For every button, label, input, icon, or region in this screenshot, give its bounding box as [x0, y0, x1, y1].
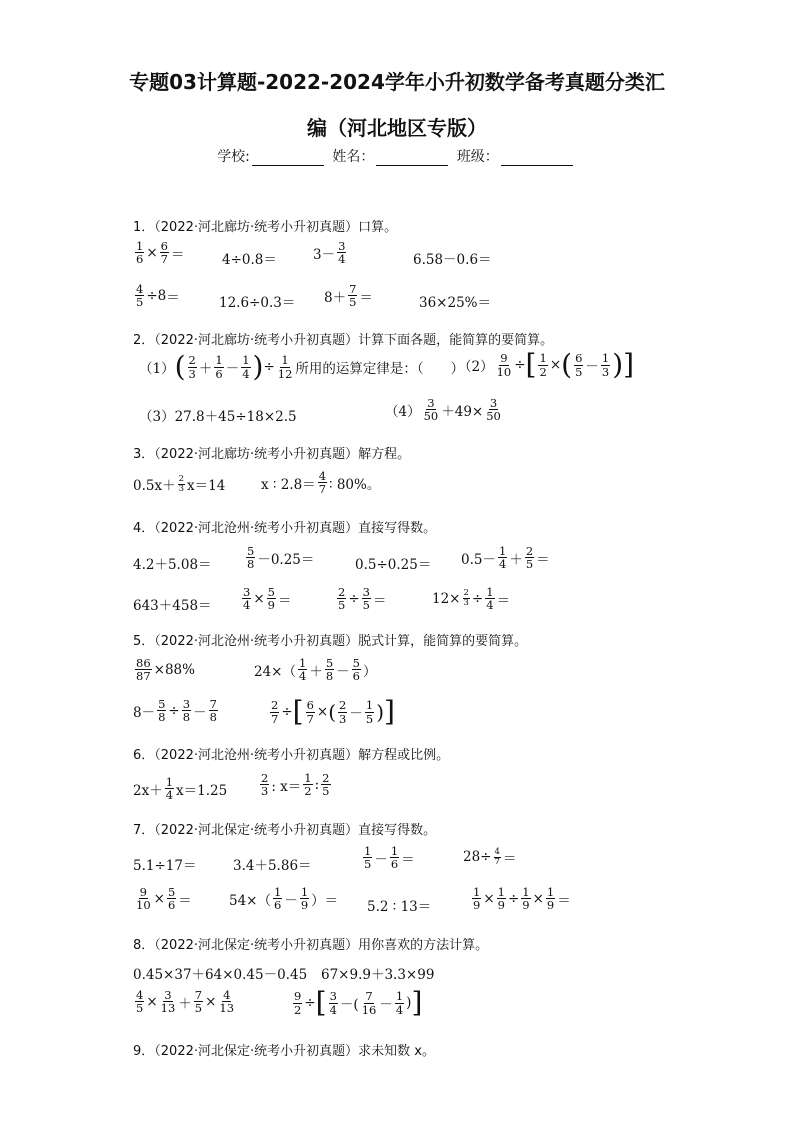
q1-item: 6.58－0.6＝: [413, 252, 492, 268]
q2-item-2: （2） $\frac{9}{10}$ ÷ [ $\frac{1}{2}$ × ( 6 5 － 1 3 ) ]: [458, 348, 635, 381]
q1-item: $\frac{1}{6}$ × $\frac{6}{7}$ ＝: [136, 239, 185, 267]
q7-item: 3.4＋5.86＝: [233, 858, 312, 874]
page-title: 专题03计算题-2022-2024学年小升初数学备考真题分类汇: [129, 70, 665, 94]
q2-item-3: （3）27.8＋45÷18×2.5: [139, 409, 297, 425]
class-label: 班级：: [456, 149, 499, 165]
q7-item: 1 5 － 1 6 ＝: [364, 844, 415, 872]
question-3-heading: 3．（2022·河北廊坊·统考小升初真题）解方程。: [133, 447, 411, 462]
q2-item-4: （4） 3 50 ＋49× $\frac{3}{50}$: [385, 396, 501, 424]
q5-item: $\frac{86}{87}$ ×88%: [136, 656, 195, 684]
question-5-heading: 5．（2022·河北沧州·统考小升初真题）脱式计算，能简算的要简算。: [133, 634, 528, 649]
question-7-heading: 7．（2022·河北保定·统考小升初真题）直接写得数。: [133, 823, 437, 838]
q4-item: 4.2＋5.08＝: [133, 557, 212, 573]
q7-item: 5.2 ∶ 13＝: [367, 899, 432, 915]
q6-item: 2x＋ 1 4 x＝1.25: [133, 775, 228, 803]
q7-item: 54×（ 1 6 － 1 9 ）＝: [229, 885, 339, 913]
q2-item-1: （1） ( 2 3 ＋ 1 6 － 1 4 ) ÷ $\frac{1}{12}$ 所用的运算定律是：（ ）: [139, 350, 465, 383]
question-6-heading: 6．（2022·河北沧州·统考小升初真题）解方程或比例。: [133, 748, 450, 763]
q7-item: 28÷ $\frac{4}{7}$ ＝: [463, 846, 517, 867]
q1-item: 3－ 3 4: [313, 239, 346, 267]
page-title-line2: 编（河北地区专版）: [307, 116, 487, 140]
fraction: $\frac{1}{6}$: [136, 239, 144, 267]
q4-item: 0.5－ 1 4 ＋ 2 5 ＝: [461, 544, 550, 572]
question-2-heading: 2．（2022·河北廊坊·统考小升初真题）计算下面各题，能简算的要简算。: [133, 333, 554, 348]
q6-item: 2 3 : x＝ 1 2 : 2 5: [261, 771, 330, 799]
name-label: 姓名：: [332, 149, 375, 165]
q4-item: $\frac{2}{5}$ ÷ $\frac{3}{5}$ ＝: [338, 585, 387, 613]
question-1-heading: 1．（2022·河北廊坊·统考小升初真题）口算。: [133, 220, 398, 235]
q4-item: 5 8 －0.25＝: [247, 544, 315, 572]
question-8-heading: 8．（2022·河北保定·统考小升初真题）用你喜欢的方法计算。: [133, 938, 489, 953]
q8-item: $\frac{9}{2}$ ÷ [ 3 4 －( 7 16 － 1 4 ) ]: [294, 986, 423, 1019]
q3-item: x ∶ 2.8＝ 4 7 ∶ 80%。: [261, 469, 381, 497]
q8-item: 67×9.9＋3.3×99: [321, 967, 435, 983]
q7-item: 5.1÷17＝: [133, 858, 197, 874]
q4-item: $\frac{3}{4}$ × $\frac{5}{9}$ ＝: [243, 585, 292, 613]
q8-item: 0.45×37＋64×0.45－0.45: [133, 967, 308, 983]
q8-item: $\frac{4}{5}$ × $\frac{3}{13}$ ＋ $\frac{7}{5}$ × $\frac{4}{13}$: [136, 988, 235, 1016]
school-label: 学校:: [217, 149, 250, 165]
q4-item: 0.5÷0.25＝: [355, 557, 432, 573]
q1-item: 4÷0.8＝: [222, 252, 277, 268]
q4-item: 643＋458＝: [133, 598, 212, 614]
q7-item: $\frac{9}{10}$ × $\frac{5}{6}$ ＝: [136, 885, 192, 913]
fraction: $\frac{6}{7}$: [160, 239, 168, 267]
q1-item: 8＋ 7 5 ＝: [324, 282, 373, 310]
q5-item: 24×（ 1 4 ＋ 5 8 － 5 6 ）: [254, 656, 377, 684]
q5-item: $\frac{2}{7}$ ÷ [ $\frac{6}{7}$ × ( 2 3 － 1 5 ) ]: [271, 695, 395, 728]
name-blank[interactable]: [376, 151, 448, 166]
q7-item: $\frac{1}{9}$ × $\frac{1}{9}$ ÷ $\frac{1}{9}$ × $\frac{1}{9}$ ＝: [473, 885, 571, 913]
q3-item: 0.5x＋ 2 3 x＝14: [133, 473, 226, 494]
q5-item: 8－ $\frac{5}{8}$ ÷ $\frac{3}{8}$ － 7 8: [133, 697, 217, 725]
student-info-line: [0, 146, 794, 166]
q1-item: 12.6÷0.3＝: [219, 295, 296, 311]
q4-item: 12× $\frac{2}{3}$ ÷ $\frac{1}{4}$ ＝: [432, 585, 511, 613]
school-blank[interactable]: [252, 151, 324, 166]
question-4-heading: 4．（2022·河北沧州·统考小升初真题）直接写得数。: [133, 521, 437, 536]
q1-item: 36×25%＝: [419, 295, 491, 311]
class-blank[interactable]: [501, 151, 573, 166]
question-9-heading: 9．（2022·河北保定·统考小升初真题）求未知数 x。: [133, 1044, 435, 1059]
q1-item: $\frac{4}{5}$ ÷ 8 ＝: [136, 282, 180, 310]
